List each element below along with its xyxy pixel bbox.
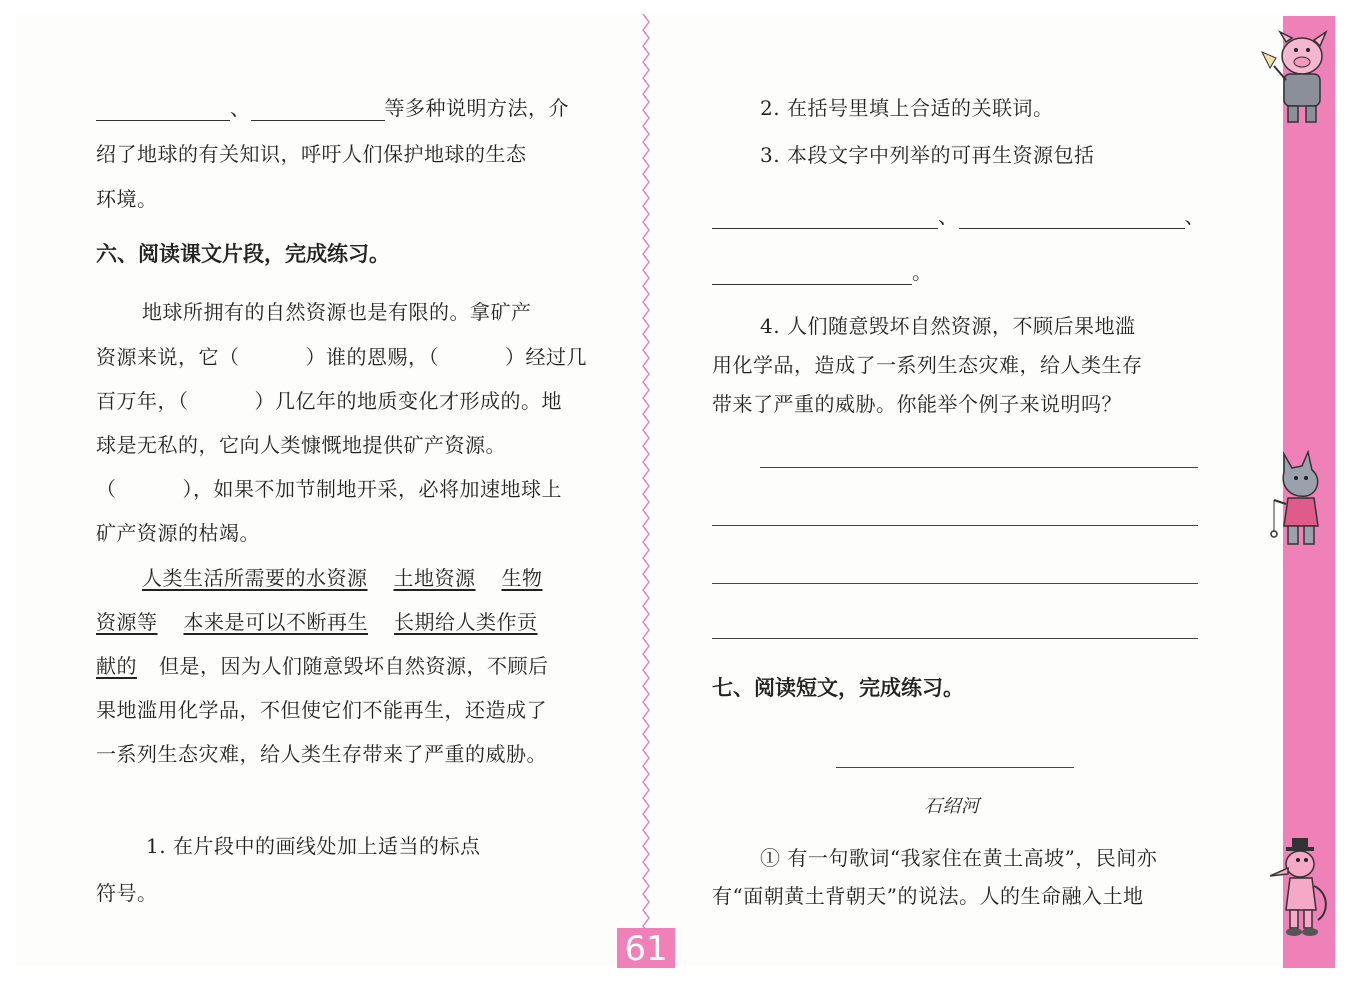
- passage-text: 资源来说，它（: [96, 345, 240, 369]
- fox-mascot-icon: [1262, 836, 1334, 940]
- pig-mascot-icon: [1256, 28, 1336, 128]
- passage-2-line-4: 果地滥用化学品，不但使它们不能再生，还造成了: [96, 698, 547, 722]
- passage-1-line-4: 球是无私的，它向人类慷慨地提供矿产资源。: [96, 433, 506, 457]
- question-4-line-1: 4. 人们随意毁坏自然资源，不顾后果地滥: [760, 314, 1136, 338]
- punctuation-slot[interactable]: [137, 654, 159, 678]
- question-3-answers-2: [712, 256, 933, 285]
- underlined-text: 献的: [96, 654, 137, 678]
- answer-blank[interactable]: [251, 100, 385, 121]
- question-4-line-2: 用化学品，造成了一系列生态灾难，给人类生存: [712, 353, 1143, 377]
- answer-line[interactable]: [712, 525, 1198, 526]
- passage-2-line-2: [96, 606, 538, 635]
- answer-blank[interactable]: [712, 264, 912, 285]
- passage-text: ）谁的恩赐，（: [305, 345, 439, 369]
- underlined-text: 土地资源: [393, 566, 476, 590]
- underlined-text: 人类生活所需要的水资源: [142, 566, 368, 590]
- wolf-mascot-icon: [1262, 448, 1334, 552]
- question-3-line-1: 3. 本段文字中列举的可再生资源包括: [760, 143, 1095, 167]
- underlined-text: 本来是可以不断再生: [183, 610, 368, 634]
- intro-line-1: [96, 92, 569, 121]
- separator: 、: [230, 96, 251, 120]
- passage-text: （: [96, 477, 117, 501]
- passage-1-line-3: [96, 385, 562, 414]
- passage-2-line-5: 一系列生态灾难，给人类生存带来了严重的威胁。: [96, 742, 547, 766]
- passage-text: 但是，因为人们随意毁坏自然资源，不顾后: [159, 654, 549, 678]
- intro-line-3: 环境。: [96, 187, 158, 211]
- passage-1-line-6: 矿产资源的枯竭。: [96, 521, 260, 545]
- article-para-1-line-2: 有“面朝黄土背朝天”的说法。人的生命融入土地: [712, 884, 1144, 908]
- author-name: 石绍河: [924, 796, 980, 817]
- underlined-text: 资源等: [96, 610, 158, 634]
- question-1-line-2: 符号。: [96, 881, 158, 905]
- passage-2-line-1: [142, 562, 543, 591]
- title-blank[interactable]: [836, 767, 1074, 768]
- answer-blank[interactable]: [96, 100, 230, 121]
- passage-1-line-5: [96, 473, 562, 502]
- passage-2-line-3: [96, 650, 549, 679]
- question-1-line-1: 1. 在片段中的画线处加上适当的标点: [146, 834, 481, 858]
- answer-line[interactable]: [712, 638, 1198, 639]
- answer-blank[interactable]: [712, 208, 938, 229]
- intro-text: 等多种说明方法，介: [384, 96, 569, 120]
- question-4-line-3: 带来了严重的威胁。你能举个例子来说明吗？: [712, 392, 1122, 416]
- answer-blank[interactable]: [959, 208, 1185, 229]
- answer-line[interactable]: [760, 467, 1198, 468]
- separator: 、: [938, 204, 959, 228]
- page-fold: [640, 14, 652, 966]
- answer-line[interactable]: [712, 583, 1198, 584]
- separator: 、: [1184, 204, 1205, 228]
- passage-text: ），如果不加节制地开采，必将加速地球上: [182, 477, 562, 501]
- period: 。: [912, 260, 933, 284]
- page-number: 61: [617, 928, 675, 968]
- passage-text: ）经过几: [505, 345, 587, 369]
- question-3-answers: [712, 200, 1205, 229]
- article-para-1-line-1: ① 有一句歌词“我家住在黄土高坡”，民间亦: [760, 846, 1158, 870]
- section-7-title: 七、阅读短文，完成练习。: [712, 676, 964, 700]
- passage-text: 百万年，（: [96, 389, 189, 413]
- passage-text: ）几亿年的地质变化才形成的。地: [254, 389, 562, 413]
- underlined-text: 长期给人类作贡: [394, 610, 538, 634]
- underlined-text: 生物: [501, 566, 543, 590]
- question-2: 2. 在括号里填上合适的关联词。: [760, 96, 1054, 120]
- intro-line-2: 绍了地球的有关知识，呼吁人们保护地球的生态: [96, 142, 527, 166]
- section-6-title: 六、阅读课文片段，完成练习。: [96, 242, 390, 266]
- passage-1-line-1: 地球所拥有的自然资源也是有限的。拿矿产: [142, 300, 532, 324]
- passage-1-line-2: [96, 341, 587, 370]
